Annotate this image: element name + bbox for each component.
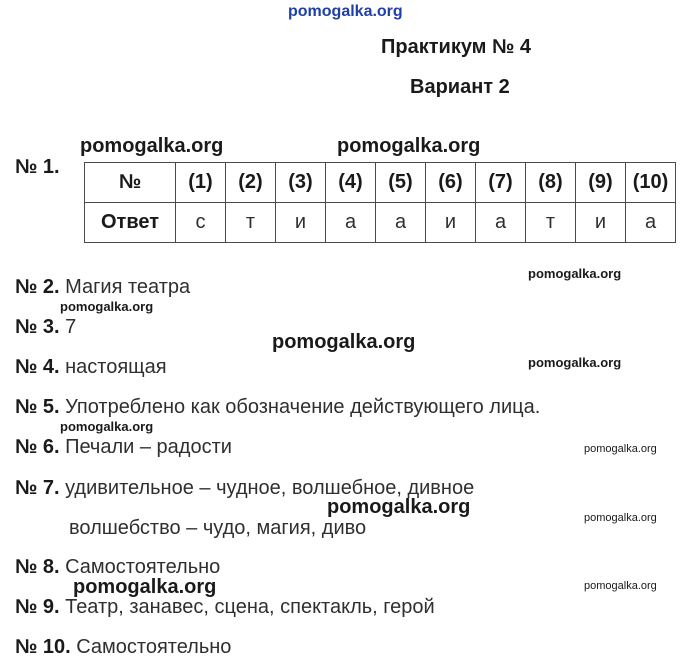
table-cell: и bbox=[576, 203, 626, 243]
task-number: № 10. bbox=[15, 636, 71, 658]
table-header-cell: (7) bbox=[476, 163, 526, 203]
table-header-cell: (5) bbox=[376, 163, 426, 203]
table-cell: с bbox=[176, 203, 226, 243]
table-cell: т bbox=[526, 203, 576, 243]
table-cell: а bbox=[626, 203, 676, 243]
task-number: № 2. bbox=[15, 276, 60, 298]
answer-text: Театр, занавес, сцена, спектакль, герой bbox=[65, 596, 435, 618]
table-cell: а bbox=[376, 203, 426, 243]
answer-text: волшебство – чудо, магия, диво bbox=[69, 517, 367, 539]
table-header-cell: (6) bbox=[426, 163, 476, 203]
watermark-top: pomogalka.org bbox=[288, 3, 403, 20]
task-number: № 5. bbox=[15, 396, 60, 418]
answer-text: Магия театра bbox=[65, 276, 191, 298]
watermark: pomogalka.org bbox=[584, 512, 657, 524]
table-cell: а bbox=[326, 203, 376, 243]
watermark: pomogalka.org bbox=[60, 419, 154, 434]
answer-5 bbox=[15, 396, 540, 419]
task-number: № 4. bbox=[15, 356, 60, 378]
answer-8 bbox=[15, 556, 220, 579]
table-cell: а bbox=[476, 203, 526, 243]
table-cell: и bbox=[426, 203, 476, 243]
watermark: pomogalka.org bbox=[528, 355, 622, 370]
table-header-cell: (10) bbox=[626, 163, 676, 203]
watermark: pomogalka.org bbox=[73, 576, 217, 598]
watermark: pomogalka.org bbox=[528, 266, 622, 281]
task-number: № 6. bbox=[15, 436, 60, 458]
task-number: № 1. bbox=[15, 156, 60, 178]
table-header-cell: (1) bbox=[176, 163, 226, 203]
watermark: pomogalka.org bbox=[272, 331, 416, 353]
page-subtitle: Вариант 2 bbox=[410, 76, 510, 98]
table-cell: и bbox=[276, 203, 326, 243]
table-header-cell: № bbox=[85, 163, 176, 203]
answer-7 bbox=[15, 477, 474, 500]
answer-7-continued bbox=[69, 517, 366, 540]
answer-text: настоящая bbox=[65, 356, 167, 378]
watermark: pomogalka.org bbox=[60, 299, 154, 314]
task-number: № 8. bbox=[15, 556, 60, 578]
answer-text: удивительное – чудное, волшебное, дивное bbox=[65, 477, 475, 499]
table-header-cell: (8) bbox=[526, 163, 576, 203]
answer-4 bbox=[15, 356, 167, 379]
watermark: pomogalka.org bbox=[327, 496, 471, 518]
answer-3 bbox=[15, 316, 76, 339]
task-number: № 3. bbox=[15, 316, 60, 338]
answer-table bbox=[84, 162, 676, 243]
watermark: pomogalka.org bbox=[80, 135, 224, 157]
table-header-row bbox=[85, 163, 676, 203]
answer-text: Печали – радости bbox=[65, 436, 232, 458]
watermark: pomogalka.org bbox=[337, 135, 481, 157]
watermark: pomogalka.org bbox=[584, 580, 657, 592]
table-header-cell: (3) bbox=[276, 163, 326, 203]
table-header-cell: (2) bbox=[226, 163, 276, 203]
table-row bbox=[85, 203, 676, 243]
answer-10 bbox=[15, 636, 231, 659]
answer-9 bbox=[15, 596, 435, 619]
answer-text: Самостоятельно bbox=[65, 556, 221, 578]
table-cell: т bbox=[226, 203, 276, 243]
table-header-cell: (4) bbox=[326, 163, 376, 203]
task-1-number bbox=[15, 156, 60, 179]
watermark: pomogalka.org bbox=[584, 443, 657, 455]
answer-text: 7 bbox=[65, 316, 77, 338]
table-header-cell: (9) bbox=[576, 163, 626, 203]
answer-2 bbox=[15, 276, 190, 299]
task-number: № 7. bbox=[15, 477, 60, 499]
answer-6 bbox=[15, 436, 232, 459]
answer-text: Употреблено как обозначение действующего лица. bbox=[65, 396, 541, 418]
answer-text: Самостоятельно bbox=[76, 636, 232, 658]
page-title: Практикум № 4 bbox=[381, 36, 532, 58]
table-row-header: Ответ bbox=[85, 203, 176, 243]
task-number: № 9. bbox=[15, 596, 60, 618]
